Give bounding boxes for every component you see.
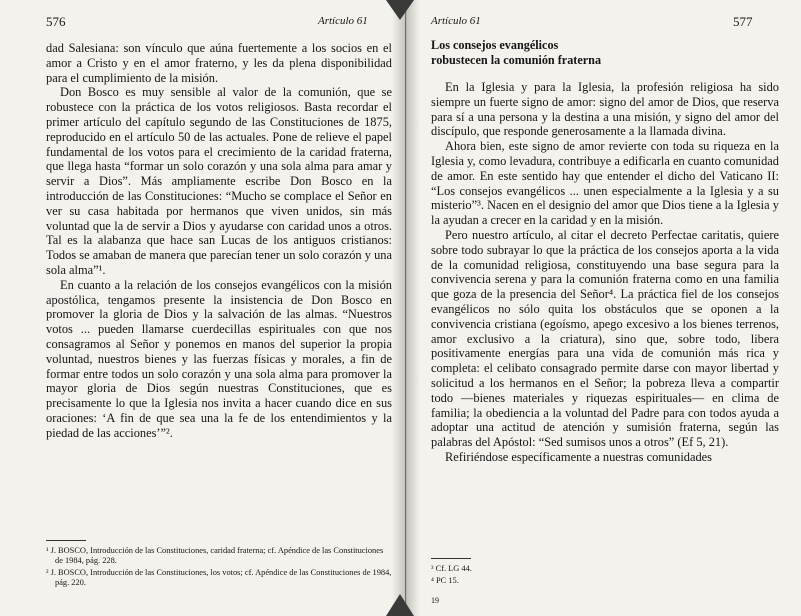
footnotes — [431, 564, 631, 588]
signature-mark: 19 — [431, 596, 439, 605]
paragraph: Pero nuestro artículo, al citar el decreto Perfectae caritatis, quiere sobre todo subrayar lo que la práctica de los consejos aporta a la vida de la comunidad religiosa, constituyendo una base segura para la convivencia serena y para la comunión fraterna como en una familia que goza de la presencia del Señor⁴. La práctica fiel de los consejos evangélicos no sólo quita los obstáculos que se oponen a la convivencia cristiana (egoísmo, apego excesivo a los bienes terrenos, amor exclusivo a la criatura), sino que, sobre todo, libera positivamente energías para una vida de comunión más rica y completa: el celibato consagrado permite darse con mayor libertad y solicitud a los hermanos en el Señor; la pobreza lleva a compartir todo —bienes materiales y riquezas espirituales— en clima de familia; la obediencia a la voluntad del Padre para con todos ayuda a adoptar una actitud de atención y sumisión fraterna, según las palabras del Apóstol: “Sed sumisos unos a otros” (Ef 5, 21). — [431, 227, 779, 450]
right-body — [431, 38, 779, 465]
section-title-line: Los consejos evangélicos — [431, 38, 559, 52]
section-title-line: robustecen la comunión fraterna — [431, 53, 602, 67]
footnote: ³ Cf. LG 44. — [431, 564, 472, 573]
binding-shadow-bottom — [386, 594, 414, 616]
paragraph: Don Bosco es muy sensible al valor de la comunión, que se robustece con la práctica de los votos religiosos. Basta recordar el primer artículo del capítulo segundo de las Constituciones de 1875, reproducido en el artículo 50 de las actuales. Pone de relieve el papel fundamental de los votos para el crecimiento de la caridad fraterna, que llega hasta “formar un solo corazón y una sola alma para amar y servir a Dios”. Más ampliamente escribe Don Bosco en la introducción de las Constituciones: “Mucho se complace el Señor en ver su casa habitada por hermanos que viven unidos, sin más voluntad que la de servir a Dios y ayudarse con caridad unos a otros. Tal es la alabanza que hace san Lucas de los antiguos cristianos: Todos se amaban de manera que parecían tener un solo corazón y una sola alma”¹. — [46, 85, 392, 277]
binding-shadow-top — [386, 0, 414, 20]
section-title — [431, 38, 779, 68]
paragraph: En la Iglesia y para la Iglesia, la profesión religiosa ha sido siempre un fuerte signo de amor: signo del amor de Dios, que reserva para sí a una persona y la destina a una misión, y signo del amor del discípulo, que responde generosamente a la llamada divina. — [431, 80, 779, 139]
footnotes — [46, 546, 392, 590]
footnote: ² J. BOSCO, Introducción de las Constituciones, los votos; cf. Apéndice de las Constituciones de 1984, pág. 220. — [46, 568, 392, 587]
paragraph: En cuanto a la relación de los consejos evangélicos con la misión apostólica, tengamos presente la insistencia de Don Bosco en promover la gloria de Dios y la salvación de las almas. “Nuestros votos ... pueden llamarse cuerdecillas espirituales con que nos consagramos al Señor y ponemos en manos del superior la propia voluntad, nuestros bienes y las fuerzas físicas y morales, a fin de formar entre todos un solo corazón y una sola alma para promover la mayor gloria de Dios según nuestras Constituciones, que es precisamente lo que la Iglesia nos invita a hacer cuando dice en sus oraciones: ‘A fin de que sea una la fe de los entendimientos y la piedad de las acciones’”². — [46, 277, 392, 440]
running-head: Artículo 61 — [431, 15, 481, 27]
footnote: ¹ J. BOSCO, Introducción de las Constituciones, caridad fraterna; cf. Apéndice de las Constituciones de 1984, pág. 228. — [46, 546, 384, 565]
footnote-rule — [46, 540, 86, 541]
running-head: Artículo 61 — [318, 15, 368, 27]
paragraph: Ahora bien, este signo de amor revierte con toda su riqueza en la Iglesia y, como levadura, contribuye a edificarla en cuanto comunidad de amor. En este sentido hay que entender el dicho del Vaticano II: “Los consejos evangélicos ... unen especialmente a la Iglesia y a su misterio”³. Nacen en el designio del amor que Dios tiene a la Iglesia y la ayudan a crecer en la caridad y en la misión. — [431, 139, 779, 228]
paragraph: dad Salesiana: son vínculo que aúna fuertemente a los socios en el amor a Cristo y en el amor fraterno, y les da plena disponibilidad para el cumplimiento de la misión. — [46, 41, 392, 85]
page-number: 577 — [733, 14, 753, 29]
paragraph: Refiriéndose específicamente a nuestras comunidades — [445, 449, 712, 464]
right-page — [406, 0, 801, 616]
footnote: ⁴ PC 15. — [431, 576, 459, 585]
page-number: 576 — [46, 14, 66, 29]
footnote-rule — [431, 558, 471, 559]
left-body — [46, 41, 392, 441]
